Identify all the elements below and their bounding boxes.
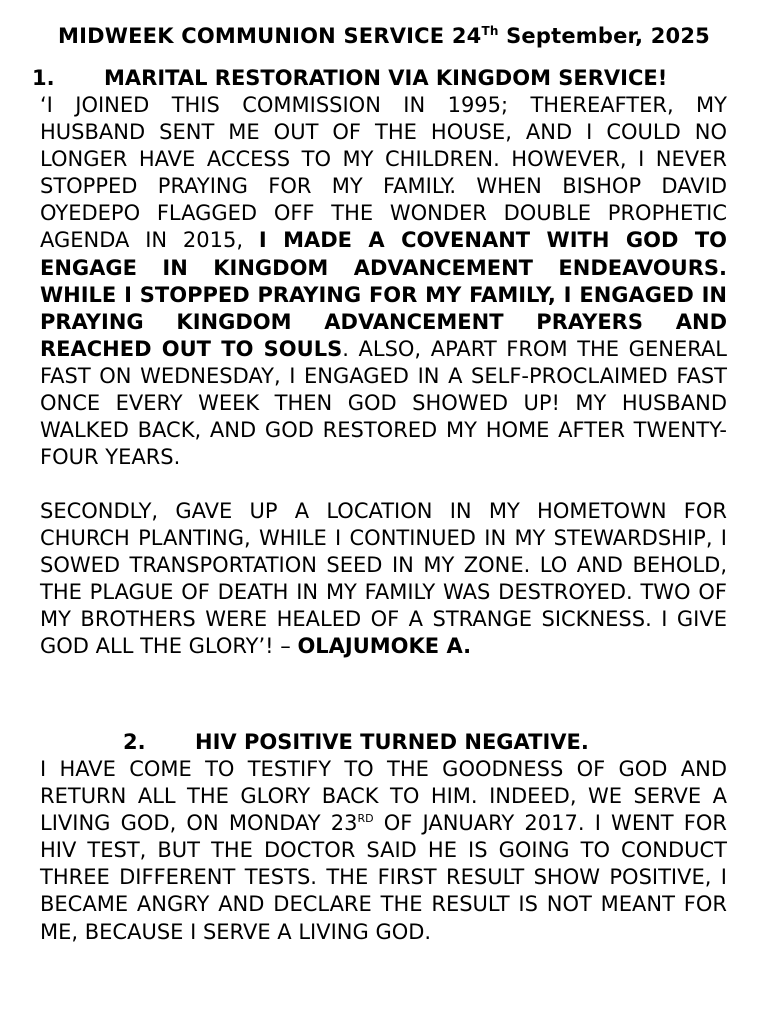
title-suffix: September, 2025 xyxy=(498,24,710,48)
title-prefix: MIDWEEK COMMUNION SERVICE 24 xyxy=(58,24,482,48)
testimony-1-paragraph-2 xyxy=(40,498,727,661)
testimony-2-heading-text: HIV POSITIVE TURNED NEGATIVE. xyxy=(195,730,589,754)
testimony-1-text-c: . ALSO, APART FROM THE GENERAL FAST ON WEDNESDAY, I ENGAGED IN A SELF-PROCLAIMED FAST ONCE EVERY WEEK THEN GOD SHOWED UP! MY HUSBAND WALKED BACK, AND GOD RESTORED MY HOME AFTER TWENTY-FOUR YEARS. xyxy=(40,336,728,470)
testimony-2-superscript: RD xyxy=(357,812,374,826)
testimony-2-heading xyxy=(123,729,589,756)
testimony-1-heading xyxy=(32,65,667,92)
testimony-1-heading-text: MARITAL RESTORATION VIA KINGDOM SERVICE! xyxy=(104,66,668,90)
testimony-2-number: 2. xyxy=(123,730,146,754)
testimony-1-paragraph-1 xyxy=(40,92,727,471)
testimony-1-number: 1. xyxy=(32,66,55,90)
testimony-2-text-b: OF JANUARY 2017. I WENT FOR HIV TEST, BUT THE DOCTOR SAID HE IS GOING TO CONDUCT THREE DIFFERENT TESTS. THE FIRST RESULT SHOW POSITIVE, I BECAME ANGRY AND DECLARE THE RESULT IS NOT MEANT FOR ME, BECAUSE I SERVE A LIVING GOD. xyxy=(40,811,728,944)
testimony-1-text-2: SECONDLY, GAVE UP A LOCATION IN MY HOMETOWN FOR CHURCH PLANTING, WHILE I CONTINUED IN MY STEWARDSHIP, I SOWED TRANSPORTATION SEED IN MY ZONE. LO AND BEHOLD, THE PLAGUE OF DEATH IN MY FAMILY WAS DESTROYED. TWO OF MY BROTHERS WERE HEALED OF A STRANGE SICKNESS. I GIVE GOD ALL THE GLORY’! – xyxy=(40,499,727,659)
title-superscript: Th xyxy=(481,24,499,38)
testimony-2-paragraph-1 xyxy=(40,756,727,946)
testimony-2-text-a: I HAVE COME TO TESTIFY TO THE GOODNESS OF GOD AND RETURN ALL THE GLORY BACK TO HIM. INDEED, WE SERVE A LIVING GOD, ON MONDAY 23 xyxy=(40,757,727,836)
testimony-1-bold-text: I MADE A COVENANT WITH GOD TO ENGAGE IN KINGDOM ADVANCEMENT ENDEAVOURS. WHILE I STOPPED PRAYING FOR MY FAMILY, I ENGAGED IN PRAYING KINGDOM ADVANCEMENT PRAYERS AND REACHED OUT TO SOULS xyxy=(40,228,727,361)
page-title xyxy=(0,22,768,50)
testimony-1-text-a: ‘I JOINED THIS COMMISSION IN 1995; THEREAFTER, MY HUSBAND SENT ME OUT OF THE HOUSE, AND I COULD NO LONGER HAVE ACCESS TO MY CHILDREN. HOWEVER, I NEVER STOPPED PRAYING FOR MY FAMILY. WHEN BISHOP DAVID OYEDEPO FLAGGED OFF THE WONDER DOUBLE PROPHETIC AGENDA IN 2015, xyxy=(40,93,727,253)
testimony-1-author: OLAJUMOKE A. xyxy=(297,634,472,659)
